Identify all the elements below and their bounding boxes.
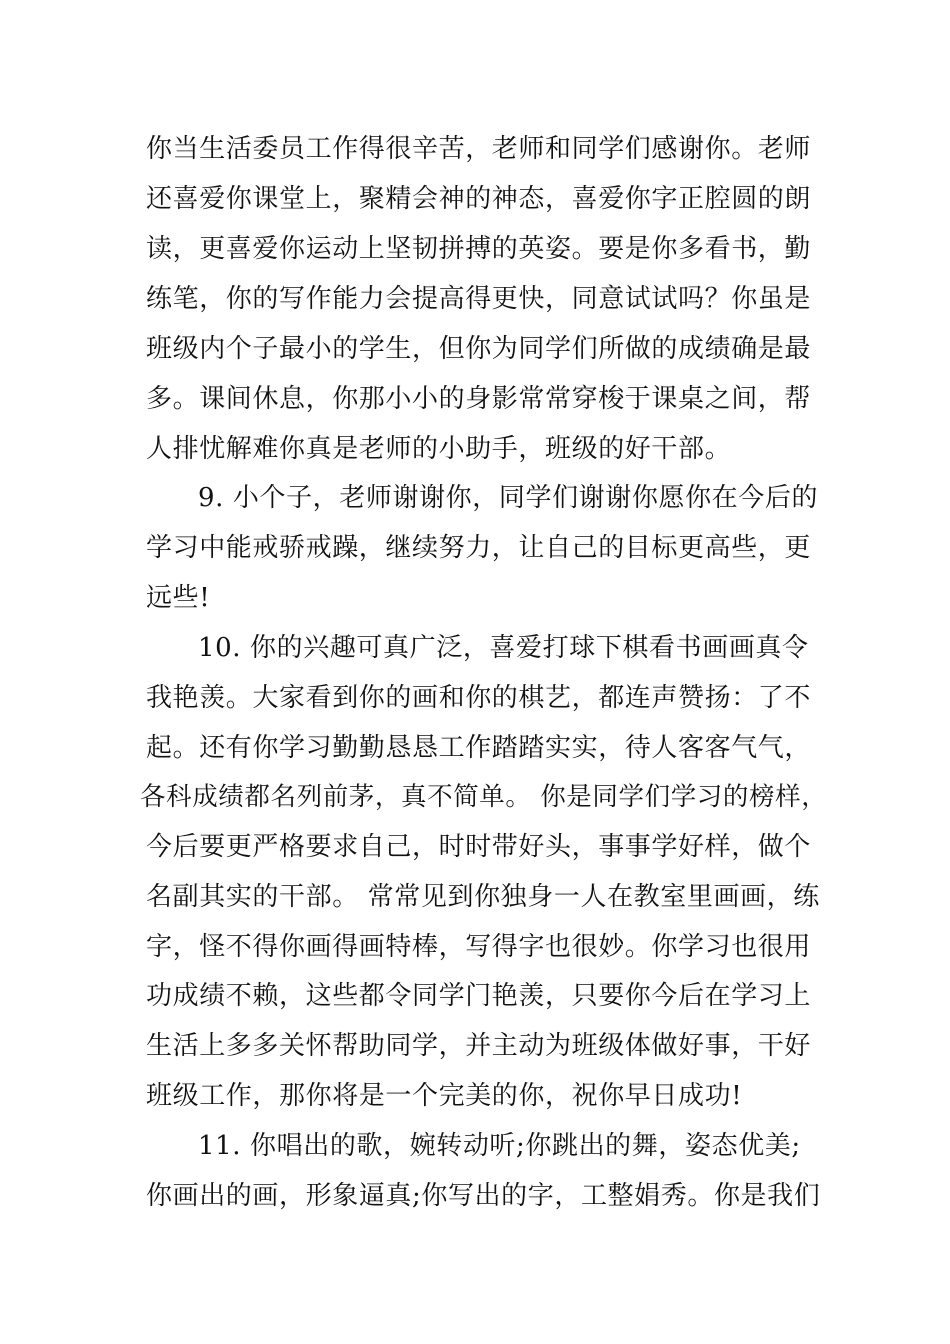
text-line: 你画出的画，形象逼真;你写出的字，工整娟秀。你是我们 (146, 1181, 821, 1211)
text-line: 名副其实的干部。 常常见到你独身一人在教室里画画，练 (146, 882, 820, 912)
text-line: 字，怪不得你画得画特棒，写得字也很妙。你学习也很用 (146, 932, 812, 962)
text-line: 我艳羡。大家看到你的画和你的棋艺，都连声赞扬：了不 (146, 683, 812, 713)
text-line: 生活上多多关怀帮助同学，并主动为班级体做好事，干好 (146, 1031, 812, 1061)
text-line: 远些! (146, 583, 211, 613)
text-line: 起。还有你学习勤勤恳恳工作踏踏实实，待人客客气气， (146, 733, 812, 763)
text-line: 功成绩不赖，这些都令同学门艳羡，只要你今后在学习上 (146, 981, 812, 1011)
paragraph-9-start: 9. 小个子，老师谢谢你，同学们谢谢你愿你在今后的 (198, 483, 819, 513)
text-line: 练笔，你的写作能力会提高得更快，同意试试吗？你虽是 (146, 284, 812, 314)
text-line: 班级工作，那你将是一个完美的你，祝你早日成功! (146, 1081, 743, 1111)
text-line: 今后要更严格要求自己，时时带好头，事事学好样，做个 (146, 832, 812, 862)
text-line: 学习中能戒骄戒躁，继续努力，让自己的目标更高些，更 (146, 533, 812, 563)
paragraph-10-start: 10. 你的兴趣可真广泛，喜爱打球下棋看书画画真令 (198, 633, 809, 663)
text-line: 班级内个子最小的学生，但你为同学们所做的成绩确是最 (146, 334, 812, 364)
paragraph-11-start: 11. 你唱出的歌，婉转动听;你跳出的舞，姿态优美; (198, 1131, 801, 1161)
text-line: 读，更喜爱你运动上坚韧拼搏的英姿。要是你多看书，勤 (146, 234, 812, 264)
text-line: 你当生活委员工作得很辛苦，老师和同学们感谢你。老师 (146, 134, 812, 164)
text-line: 人排忧解难你真是老师的小助手，班级的好干部。 (146, 434, 732, 464)
text-line: 多。课间休息，你那小小的身影常常穿梭于课桌之间，帮 (146, 384, 812, 414)
text-line: 各科成绩都名列前茅，真不简单。 你是同学们学习的榜样， (140, 782, 828, 812)
text-line: 还喜爱你课堂上，聚精会神的神态，喜爱你字正腔圆的朗 (146, 184, 812, 214)
